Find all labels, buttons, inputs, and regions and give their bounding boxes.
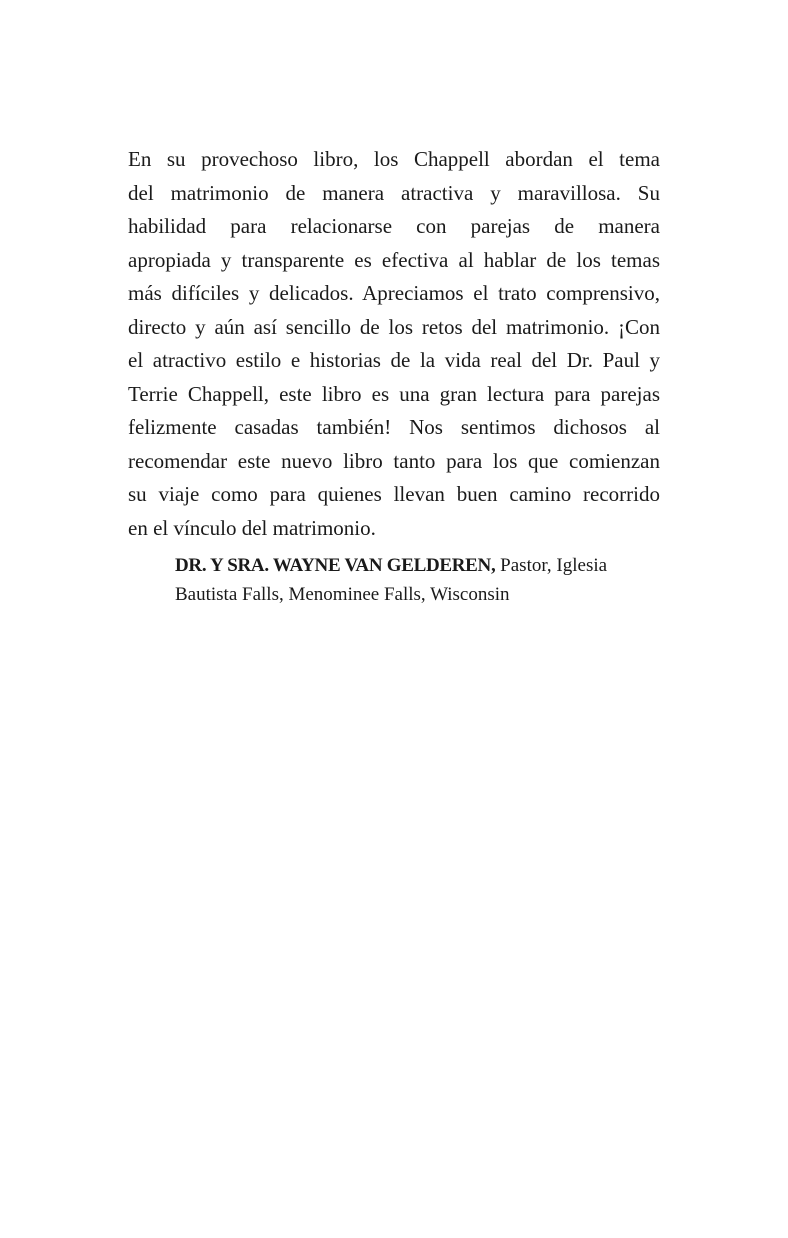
quote-line: más difíciles y delicados. Apreciamos el trato comprensivo,	[128, 281, 660, 305]
quote-line: apropiada y transparente es efectiva al hablar de los temas	[128, 247, 660, 272]
attribution	[175, 551, 635, 609]
attribution-line-2: Bautista Falls, Menominee Falls, Wisconsin	[175, 584, 510, 605]
quote-line: directo y aún así sencillo de los retos del matrimonio. ¡Con	[128, 314, 660, 339]
quote-line: en el vínculo del matrimonio.	[128, 515, 376, 540]
quote-line: En su provechoso libro, los Chappell abordan el tema	[128, 147, 660, 171]
quote-line: felizmente casadas también! Nos sentimos dichosos al	[128, 415, 660, 439]
quote-line: recomendar este nuevo libro tanto para los que comienzan	[128, 448, 660, 473]
quote-line: su viaje como para quienes llevan buen camino recorrido	[128, 482, 660, 506]
quote-line: del matrimonio de manera atractiva y maravillosa. Su	[128, 180, 660, 205]
attribution-title: Pastor, Iglesia	[495, 555, 608, 576]
quote-line: habilidad para relacionarse con parejas de manera	[128, 214, 660, 238]
attribution-name: DR. Y SRA. WAYNE VAN GELDEREN,	[175, 555, 496, 576]
attribution-line-1	[175, 551, 635, 580]
endorsement-quote	[128, 143, 660, 545]
quote-line: el atractivo estilo e historias de la vida real del Dr. Paul y	[128, 348, 660, 372]
quote-line: Terrie Chappell, este libro es una gran lectura para parejas	[128, 381, 660, 406]
